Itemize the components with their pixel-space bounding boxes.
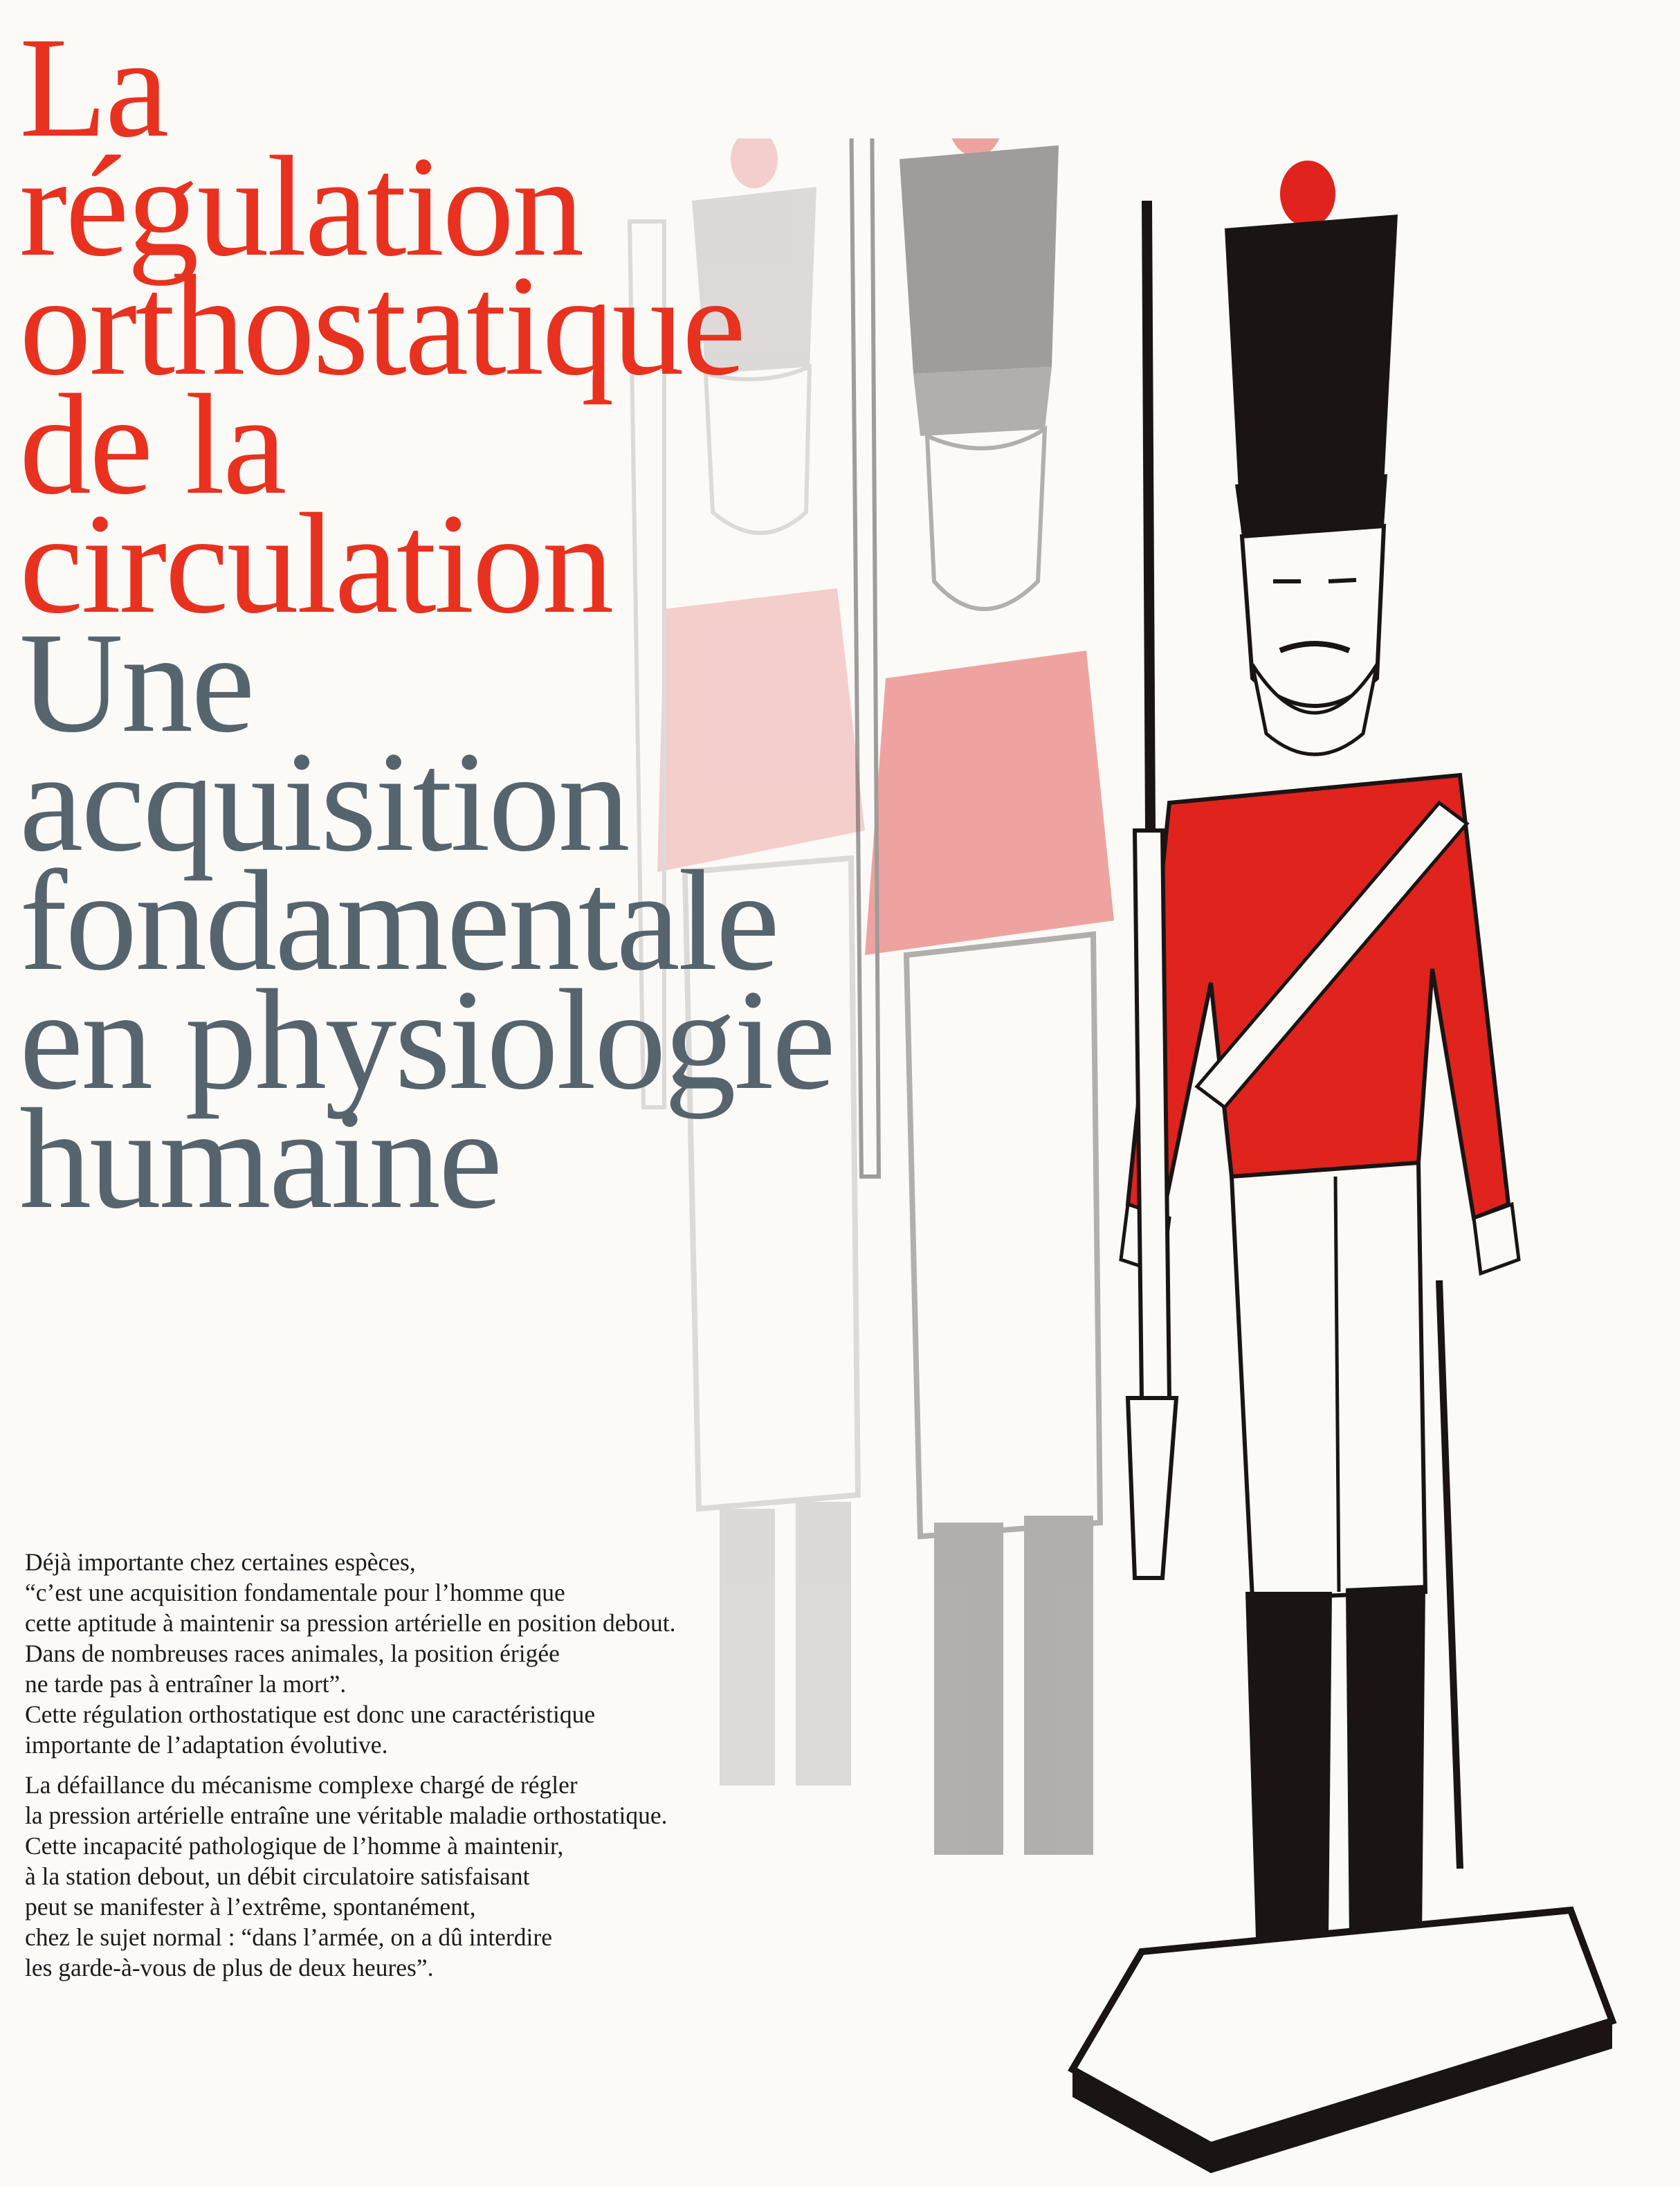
text-line: importante de l’adaptation évolutive.: [25, 1731, 388, 1759]
paragraph: [25, 1770, 876, 1983]
text-line: chez le sujet normal : “dans l’armée, on a dû interdire: [25, 1923, 552, 1951]
title-red: [19, 8, 988, 643]
subtitle-grey-line: en physiologie: [19, 960, 834, 1119]
text-line: à la station debout, un débit circulatoire satisfaisant: [25, 1862, 530, 1890]
body-text: [25, 1547, 876, 1983]
text-line: Cette régulation orthostatique est donc une caractéristique: [25, 1700, 596, 1728]
subtitle-grey-line: fondamentale: [19, 841, 778, 1000]
paragraph: [25, 1547, 876, 1760]
text-line: la pression artérielle entraîne une véritable maladie orthostatique.: [25, 1802, 668, 1829]
subtitle-grey: [19, 603, 988, 1238]
subtitle-grey-line: Une: [19, 603, 253, 762]
text-line: Déjà importante chez certaines espèces,: [25, 1548, 416, 1576]
title-red-line: de la: [19, 365, 285, 524]
subtitle-grey-line: humaine: [19, 1079, 501, 1238]
main-soldier: [1072, 161, 1612, 2173]
text-line: les garde-à-vous de plus de deux heures”.: [25, 1954, 434, 1981]
text-line: Cette incapacité pathologique de l’homme à maintenir,: [25, 1832, 564, 1860]
text-line: “c’est une acquisition fondamentale pour l’homme que: [25, 1579, 565, 1606]
title-red-line: circulation: [19, 484, 612, 643]
subtitle-grey-line: acquisition: [19, 722, 628, 881]
text-line: Dans de nombreuses races animales, la position érigée: [25, 1640, 560, 1667]
title-red-line: La: [19, 8, 167, 167]
text-line: La défaillance du mécanisme complexe chargé de régler: [25, 1771, 578, 1799]
text-line: ne tarde pas à entraîner la mort”.: [25, 1670, 347, 1698]
title-block: [19, 8, 988, 1238]
text-line: peut se manifester à l’extrême, spontanément,: [25, 1893, 476, 1921]
text-line: cette aptitude à maintenir sa pression artérielle en position debout.: [25, 1609, 676, 1637]
title-red-line: orthostatique: [19, 246, 745, 405]
title-red-line: régulation: [19, 127, 583, 286]
